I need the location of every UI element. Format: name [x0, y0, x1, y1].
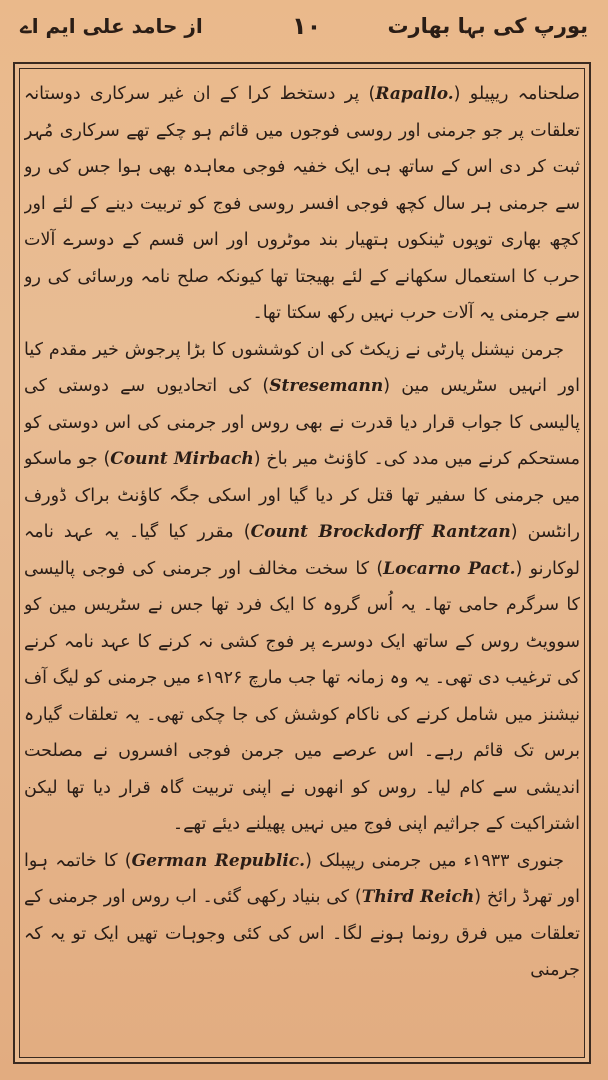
latin-term: Locarno Pact. — [383, 558, 516, 579]
running-title: یورپ کی بہا بھارت — [387, 14, 588, 38]
text-run: ) مقرر کیا گیا۔ یہ عہد نامہ لوکارنو ( — [24, 522, 580, 579]
text-run: ) کی اتحادیوں سے دوستی کی پالیسی کا جواب قرار دیا قدرت نے بھی روس اور جرمنی کی اس دوستی کو مستحکم کرنے میں مدد کی۔ کاؤنٹ میر باخ ( — [24, 376, 580, 469]
latin-term: Stresemann — [269, 376, 384, 396]
text-run: ) کی بنیاد رکھی گئی۔ اب روس اور جرمنی کے تعلقات میں فرق رونما ہونے لگا۔ اس کی کئی وجوہات تھیں ایک تو یہ کہ جرمنی — [24, 887, 580, 980]
latin-term: Count Mirbach — [110, 449, 254, 469]
page-header — [12, 8, 594, 48]
page-number: ۱۰ — [292, 12, 322, 40]
text-run: صلحنامہ ریپیلو ( — [453, 84, 580, 104]
latin-term: Count Brockdorff Rantzan — [250, 522, 511, 542]
latin-term: Rapallo. — [375, 84, 454, 104]
author-credit: از حامد علی ایم اے — [20, 14, 203, 38]
text-run: ) جو ماسکو میں جرمنی کا سفیر تھا قتل کر دیا گیا اور اسکی جگہ کاؤنٹ براک ڈورف رانٹسن ( — [24, 449, 580, 542]
paragraph — [24, 332, 580, 843]
body-text — [24, 76, 580, 1056]
latin-term: German Republic. — [131, 850, 306, 871]
text-run: ) پر دستخط کرا کے ان غیر سرکاری دوستانہ تعلقات پر جو جرمنی اور روسی فوجوں میں قائم ہو چکے تھے سرکاری مُہر ثبت کر دی اس کے ساتھ ہی ایک خفیہ فوجی معاہدہ بھی ہوا جس کی رو سے جرمنی ہر سال کچھ فوجی افسر روسی فوج کو تربیت دینے کے لئے اور کچھ بھاری توپوں ٹینکوں ہتھیار بند موٹروں اور اس قسم کے دوسرے آلات حرب کا استعمال سکھانے کے لئے بھیجتا تھا کیونکہ صلح نامہ ورسائی کی رو سے جرمنی یہ آلات حرب نہیں رکھ سکتا تھا۔ — [24, 84, 580, 323]
text-run: ) کا سخت مخالف اور جرمنی کی فوجی پالیسی کا سرگرم حامی تھا۔ یہ اُس گروہ کا ایک فرد تھا جس نے سٹریس مین کو سوویٹ روس کے ساتھ ایک دوسرے پر فوج کشی نہ کرنے کا عہد نامہ کرنے کی ترغیب دی تھی۔ یہ وہ زمانہ تھا جب مارچ ۱۹۲۶ء میں جرمنی کو لیگ آف نیشنز میں شامل کرنے کی ناکام کوشش کی جا چکی تھی۔ یہ تعلقات گیارہ برس تک قائم رہے۔ اس عرصے میں جرمن فوجی افسروں نے مصلحت اندیشی سے کام لیا۔ روس کو انھوں نے اپنی تربیت گاہ قرار دیا تھا لیکن اشتراکیت کے جراثیم اپنی فوج میں نہیں پھیلنے دیئے تھے۔ — [24, 558, 580, 834]
text-run: ) کا خاتمہ ہوا اور تھرڈ رائخ ( — [24, 850, 580, 907]
latin-term: Third Reich — [361, 887, 475, 907]
text-run: جرمن نیشنل پارٹی نے زیکٹ کی ان کوششوں کا بڑا پرجوش خیر مقدم کیا اور انہیں سٹریس مین ( — [24, 339, 580, 396]
paragraph — [24, 76, 580, 332]
text-run: جنوری ۱۹۳۳ء میں جرمنی ریپبلک ( — [305, 850, 565, 871]
paragraph — [24, 843, 580, 989]
